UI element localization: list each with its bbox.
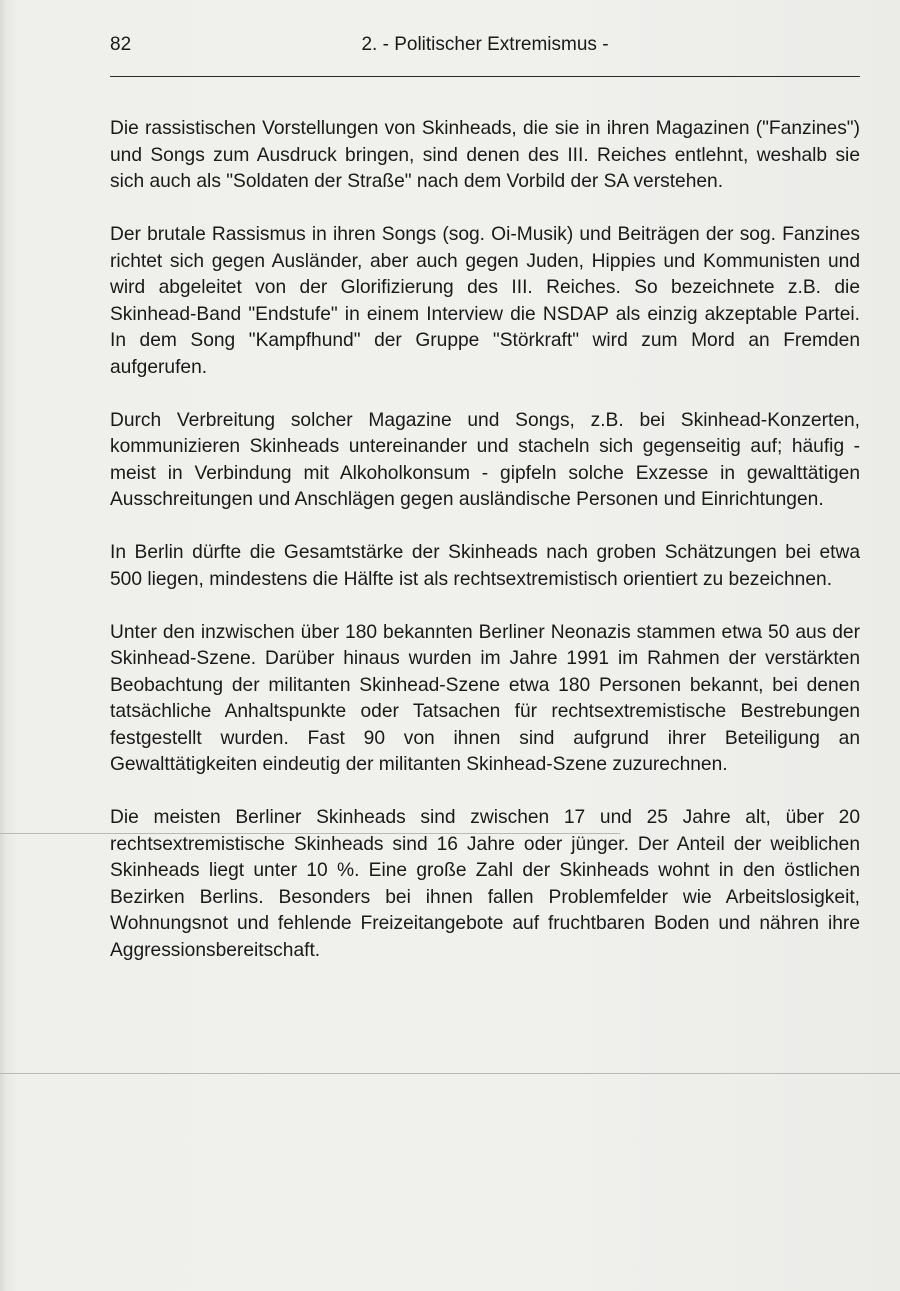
paragraph: Durch Verbreitung solcher Magazine und Songs, z.B. bei Skinhead-Konzerten, kommunizieren Skinheads untereinander und stacheln sich gegenseitig auf; häufig - meist in Verbindung mit Alkoholkonsum - gipfeln solche Exzesse in gewalttätigen Ausschreitungen und Anschlägen gegen ausländische Personen und Einrichtungen.: [110, 409, 860, 510]
body-text: [110, 116, 860, 991]
page-header: [110, 34, 860, 64]
paragraph: Die rassistischen Vorstellungen von Skinheads, die sie in ihren Magazinen ("Fanzines") und Songs zum Ausdruck bringen, sind denen des III. Reiches entlehnt, weshalb sie sich auch als "Soldaten der Straße" nach dem Vorbild der SA verstehen.: [110, 118, 860, 192]
scan-artifact-line: [0, 1073, 900, 1074]
paragraph: Der brutale Rassismus in ihren Songs (sog. Oi-Musik) und Beiträgen der sog. Fanzines richtet sich gegen Ausländer, aber auch gegen Juden, Hippies und Kommunisten und wird abgeleitet von der Glorifizierung des III. Reiches. So bezeichnete z.B. die Skinhead-Band "Endstufe" in einem Interview die NSDAP als einzig akzeptable Partei. In dem Song "Kampfhund" der Gruppe "Störkraft" wird zum Mord an Fremden aufgerufen.: [110, 224, 860, 378]
page-number: 82: [110, 34, 132, 55]
paragraph: In Berlin dürfte die Gesamtstärke der Skinheads nach groben Schätzungen bei etwa 500 liegen, mindestens die Hälfte ist als rechtsextremistisch orientiert zu bezeichnen.: [110, 542, 860, 590]
running-title: 2. - Politischer Extremismus -: [361, 34, 609, 55]
paragraph: Unter den inzwischen über 180 bekannten Berliner Neonazis stammen etwa 50 aus der Skinhead-Szene. Darüber hinaus wurden im Jahre 1991 im Rahmen der verstärkten Beobachtung der militanten Skinhead-Szene etwa 180 Personen bekannt, bei denen tatsächliche Anhaltspunkte oder Tatsachen für rechtsextremistische Bestrebungen festgestellt wurden. Fast 90 von ihnen sind aufgrund ihrer Beteiligung an Gewalttätigkeiten eindeutig der militanten Skinhead-Szene zuzurechnen.: [110, 621, 860, 775]
header-rule: [110, 76, 860, 77]
paragraph: Die meisten Berliner Skinheads sind zwischen 17 und 25 Jahre alt, über 20 rechtsextremistische Skinheads sind 16 Jahre oder jünger. Der Anteil der weiblichen Skinheads liegt unter 10 %. Eine große Zahl der Skinheads wohnt in den östlichen Bezirken Berlins. Besonders bei ihnen fallen Problemfelder wie Arbeitslosigkeit, Wohnungsnot und fehlende Freizeitangebote auf fruchtbaren Boden und nähren ihre Aggressionsbereitschaft.: [110, 807, 860, 961]
